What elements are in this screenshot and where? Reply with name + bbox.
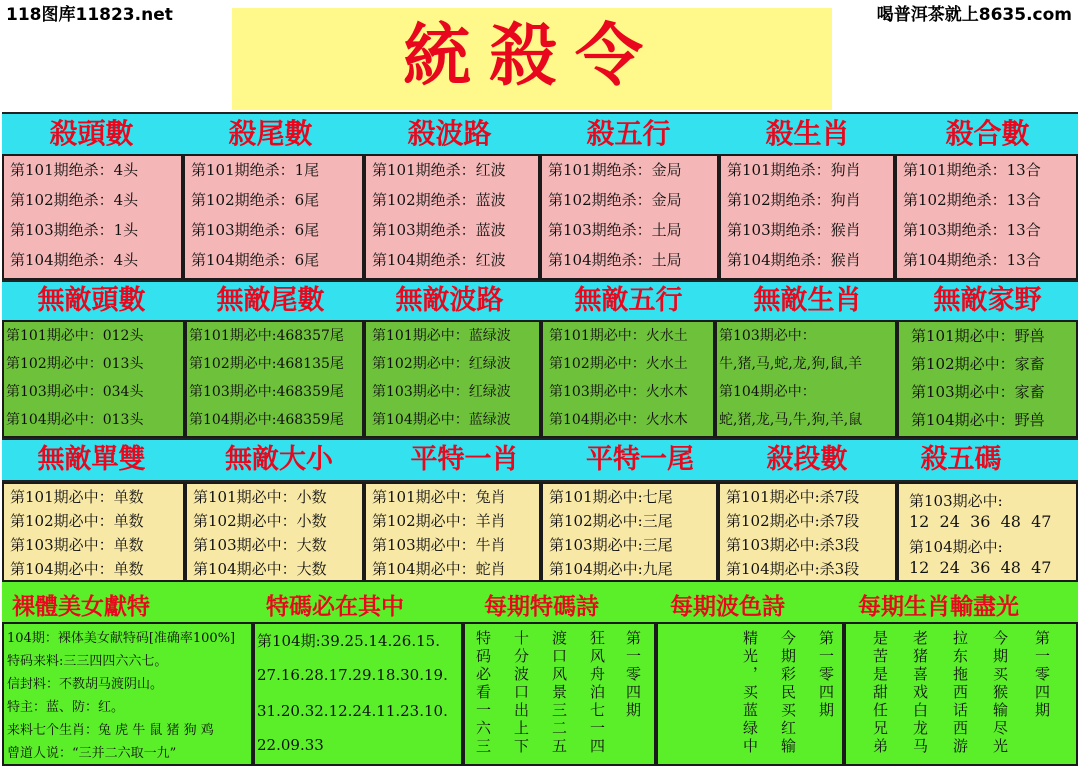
record-line: 104期：裸体美女献特码[准确率100%]: [7, 631, 236, 646]
record-line: 第104期绝杀：猴肖: [727, 251, 861, 269]
row3-header: 無敵大小: [225, 444, 333, 475]
row2-header: 無敵尾數: [216, 285, 325, 316]
record-line: 第101期必中：蓝绿波: [372, 328, 511, 344]
beauty-special-cell: [2, 622, 253, 766]
row1-header: 殺生肖: [765, 117, 850, 150]
record-line: 第103期绝杀：6尾: [191, 221, 320, 239]
poem-column: 是苦是甜任兄弟: [871, 630, 889, 756]
record-line: 第102期必中:杀7段: [726, 512, 860, 530]
title-banner: [232, 8, 832, 110]
kill-five-numbers-cell: [897, 482, 1078, 582]
record-line: 第104期绝杀：6尾: [191, 251, 320, 269]
record-line: 第104期必中：野兽: [911, 411, 1045, 429]
record-line: 第104期必中：: [719, 384, 816, 400]
number-line: 12 24 36 48 47: [909, 558, 1052, 577]
record-line: 第101期必中：兔肖: [372, 488, 506, 506]
kill-tail-cell: [183, 154, 364, 280]
record-line: 第102期必中：小数: [193, 512, 327, 530]
record-line: 第101期必中：012头: [6, 328, 144, 344]
row2-cells: [2, 320, 1078, 438]
record-line: 来料七个生肖：兔 虎 牛 鼠 猪 狗 鸡: [7, 723, 214, 738]
record-line: 第102期必中：单数: [10, 512, 144, 530]
record-line: 第101期绝杀：13合: [903, 161, 1041, 179]
poem-column: 拉东拖西话西游: [951, 630, 969, 756]
record-line: 第103期必中:杀3段: [726, 536, 860, 554]
record-line: 第104期绝杀：13合: [903, 251, 1041, 269]
record-line: 第102期必中：家畜: [911, 355, 1045, 373]
row2-header: 無敵波路: [395, 285, 504, 316]
poem-column: 渡口风景三二五: [550, 630, 568, 756]
flat-zodiac-cell: [364, 482, 541, 582]
number-line: 22.09.33: [257, 736, 324, 754]
wave-color-poem-cell: [656, 622, 844, 766]
row4-header: 裸體美女獻特: [12, 594, 150, 620]
kill-head-cell: [2, 154, 183, 280]
record-line: 第101期必中：小数: [193, 488, 327, 506]
poem-column: 老猪喜戏白龙马: [911, 630, 929, 756]
row1-header: 殺波路: [407, 117, 492, 150]
invincible-wave-cell: [364, 320, 541, 438]
row2-header: 無敵五行: [574, 285, 683, 316]
record-line: 第101期绝杀：红波: [372, 161, 506, 179]
row1-header: 殺五行: [586, 117, 671, 150]
record-line: 第101期绝杀：狗肖: [727, 161, 861, 179]
row4-header-bar: [2, 582, 1078, 626]
record-line: 信封料：不教胡马渡阴山。: [7, 677, 164, 692]
record-line: 第104期绝杀：4头: [10, 251, 139, 269]
record-line: 第104期必中:九尾: [549, 560, 673, 578]
record-line: 第103期必中：红绿波: [372, 384, 511, 400]
row4-header: 每期生肖輸盡光: [858, 594, 1019, 620]
kill-segment-cell: [718, 482, 897, 582]
row3-header: 殺五碼: [920, 444, 1002, 475]
record-line: 第102期绝杀：4头: [10, 191, 139, 209]
record-line: 特主：蓝、防：红。: [7, 700, 125, 715]
banner-title: 統殺令: [402, 16, 661, 96]
invincible-tail-cell: [185, 320, 364, 438]
poem-column: 特码必看一六三: [474, 630, 492, 756]
poem-column: 第一零四期: [624, 630, 642, 720]
poem-column: 十分波口出上下: [512, 630, 530, 756]
site-url-left[interactable]: 118图库11823.net: [6, 5, 173, 25]
record-line: 第104期必中：蓝绿波: [372, 412, 511, 428]
kill-zodiac-cell: [719, 154, 895, 280]
kill-element-cell: [540, 154, 719, 280]
row3-header-bar: [2, 438, 1078, 482]
number-line: 第104期:39.25.14.26.15.: [257, 632, 440, 650]
prediction-board: [2, 110, 1078, 766]
record-line: 第103期必中：家畜: [911, 383, 1045, 401]
special-code-cell: [253, 622, 463, 766]
record-line: 第103期绝杀：蓝波: [372, 221, 506, 239]
record-line: 第103期必中：034头: [6, 384, 144, 400]
row2-header: 無敵生肖: [753, 285, 862, 316]
number-line: 27.16.28.17.29.18.30.19.: [257, 666, 448, 684]
record-line: 第102期必中：火水土: [549, 356, 688, 372]
record-line: 第101期绝杀：金局: [548, 161, 682, 179]
record-line: 第102期必中：羊肖: [372, 512, 506, 530]
record-line: 第102期绝杀：狗肖: [727, 191, 861, 209]
record-line: 曾道人说：“三并二六取一九”: [7, 746, 177, 761]
record-line: 第101期绝杀：1尾: [191, 161, 320, 179]
record-line: 第103期必中:三尾: [549, 536, 673, 554]
site-url-right[interactable]: 喝普洱茶就上8635.com: [876, 5, 1072, 25]
record-line: 第103期绝杀：猴肖: [727, 221, 861, 239]
record-line: 第102期必中:468135尾: [189, 356, 344, 372]
record-line: 第101期必中：野兽: [911, 327, 1045, 345]
record-line: 第103期必中：牛肖: [372, 536, 506, 554]
record-line: 第102期必中：013头: [6, 356, 144, 372]
kill-wave-cell: [364, 154, 540, 280]
row4-cells: [2, 622, 1078, 766]
record-line: 第103期必中:: [909, 492, 1003, 510]
record-line: 第103期必中:468359尾: [189, 384, 344, 400]
record-line: 第103期必中：单数: [10, 536, 144, 554]
zodiac-poem-cell: [844, 622, 1078, 766]
record-line: 第104期必中：013头: [6, 412, 144, 428]
invincible-zodiac-cell: [715, 320, 897, 438]
number-line: 31.20.32.12.24.11.23.10.: [257, 702, 448, 720]
number-line: 12 24 36 48 47: [909, 512, 1052, 531]
record-line: 第101期必中:468357尾: [189, 328, 344, 344]
record-line: 第101期必中:七尾: [549, 488, 673, 506]
row3-cells: [2, 482, 1078, 582]
poem-column: 狂风舟泊七一四: [588, 630, 606, 756]
record-line: 第104期必中:杀3段: [726, 560, 860, 578]
row1-header-bar: [2, 112, 1078, 156]
row2-header-bar: [2, 280, 1078, 322]
invincible-domestic-wild-cell: [897, 320, 1078, 438]
record-line: 第104期必中：火水木: [549, 412, 688, 428]
record-line: 第104期必中:: [909, 538, 1003, 556]
flat-tail-cell: [541, 482, 718, 582]
record-line: 蛇,猪,龙,马,牛,狗,羊,鼠: [719, 412, 863, 428]
poem-column: 第一零四期: [1033, 630, 1051, 720]
record-line: 第102期必中:三尾: [549, 512, 673, 530]
special-poem-cell: [463, 622, 656, 766]
row2-header: 無敵家野: [933, 285, 1042, 316]
record-line: 第103期必中：: [719, 328, 816, 344]
record-line: 第104期必中:468359尾: [189, 412, 344, 428]
row3-header: 平特一肖: [410, 444, 519, 475]
row4-header: 每期特碼詩: [484, 594, 599, 620]
row1-header: 殺合數: [945, 117, 1030, 150]
invincible-element-cell: [541, 320, 715, 438]
row1-header: 殺尾數: [228, 117, 313, 150]
record-line: 第102期绝杀：金局: [548, 191, 682, 209]
record-line: 第102期绝杀：13合: [903, 191, 1041, 209]
record-line: 第104期绝杀：红波: [372, 251, 506, 269]
record-line: 第102期绝杀：蓝波: [372, 191, 506, 209]
record-line: 第102期绝杀：6尾: [191, 191, 320, 209]
record-line: 第103期绝杀：13合: [903, 221, 1041, 239]
record-line: 第101期必中：火水土: [549, 328, 688, 344]
record-line: 第104期必中：单数: [10, 560, 144, 578]
record-line: 第102期必中：红绿波: [372, 356, 511, 372]
record-line: 第104期必中：大数: [193, 560, 327, 578]
record-line: 特码来料:三三四四六六七。: [7, 654, 168, 669]
row1-cells: [2, 154, 1078, 280]
record-line: 第103期必中：大数: [193, 536, 327, 554]
record-line: 第101期必中:杀7段: [726, 488, 860, 506]
record-line: 第103期必中：火水木: [549, 384, 688, 400]
kill-sum-cell: [895, 154, 1078, 280]
record-line: 第104期必中：蛇肖: [372, 560, 506, 578]
row2-header: 無敵頭數: [37, 285, 146, 316]
row1-header: 殺頭數: [49, 117, 134, 150]
poem-column: 精光，买蓝绿中: [741, 630, 759, 756]
record-line: 第101期必中：单数: [10, 488, 144, 506]
row3-header: 無敵單雙: [37, 444, 146, 475]
row4-header: 每期波色詩: [670, 594, 785, 620]
row3-header: 平特一尾: [586, 444, 694, 475]
record-line: 牛,猪,马,蛇,龙,狗,鼠,羊: [719, 356, 863, 372]
record-line: 第103期绝杀：1头: [10, 221, 139, 239]
big-small-cell: [185, 482, 364, 582]
invincible-head-cell: [2, 320, 185, 438]
poem-column: 今期彩民买红输: [779, 630, 797, 756]
poem-column: 今期买猴输尽光: [991, 630, 1009, 756]
record-line: 第104期绝杀：土局: [548, 251, 682, 269]
row4-header: 特碼必在其中: [266, 594, 404, 620]
poem-column: 第一零四期: [817, 630, 835, 720]
odd-even-cell: [2, 482, 185, 582]
record-line: 第103期绝杀：土局: [548, 221, 682, 239]
record-line: 第101期绝杀：4头: [10, 161, 139, 179]
row3-header: 殺段數: [766, 444, 848, 475]
